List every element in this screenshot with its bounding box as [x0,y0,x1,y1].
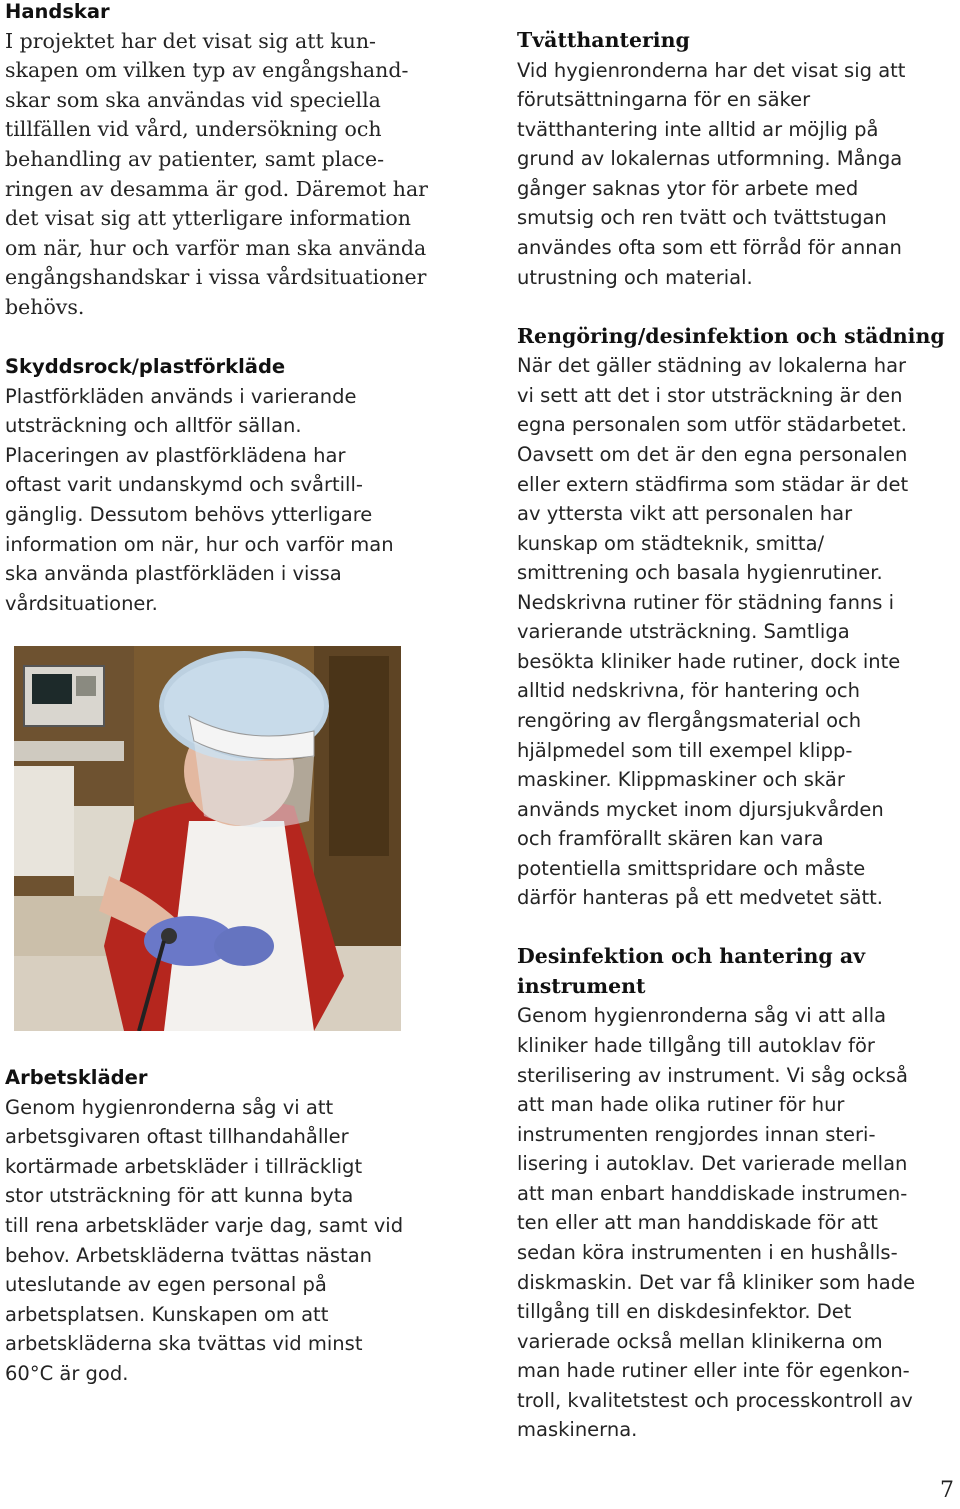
paragraph-line: ten eller att man handdiskade för att [517,1211,878,1234]
paragraph-line: behov. Arbetskläderna tvättas nästan [5,1244,372,1267]
paragraph-line: engångshandskar i vissa vårdsituationer [5,265,427,289]
paragraph-line: sterilisering av instrument. Vi såg också [517,1064,908,1087]
paragraph-line: kortärmade arbetskläder i tillräckligt [5,1155,363,1178]
paragraph-line: 60°C är god. [5,1362,129,1385]
nurse-protective-gear-photo [14,646,401,1031]
paragraph-line: arbetsplatsen. Kunskapen om att [5,1303,329,1326]
paragraph-line: information om när, hur och varför man [5,533,394,556]
paragraph-line: kunskap om städteknik, smitta/ [517,532,825,555]
paragraph-line: egna personalen som utför städarbetet. [517,413,907,436]
paragraph-line: Genom hygienronderna såg vi att alla [517,1004,887,1027]
paragraph-line: att man hade olika rutiner för hur [517,1093,845,1116]
paragraph-line: det visat sig att ytterligare information [5,206,411,230]
paragraph-line: behandling av patienter, samt place- [5,147,385,171]
page-number: 7 [940,1478,954,1503]
paragraph-line: diskmaskin. Det var få kliniker som hade [517,1271,916,1294]
paragraph-line: I projektet har det visat sig att kun- [5,29,376,53]
paragraph-line: används mycket inom djursjukvården [517,798,884,821]
paragraph-line: Oavsett om det är den egna personalen [517,443,908,466]
paragraph-line: vårdsituationer. [5,592,158,615]
paragraph-line: smittrening och basala hygienrutiner. [517,561,883,584]
paragraph-line: gänglig. Dessutom behövs ytterligare [5,503,373,526]
paragraph-line: användes ofta som ett förråd för annan [517,236,902,259]
paragraph-line: potentiella smittspridare och måste [517,857,866,880]
paragraph-line: maskinerna. [517,1418,638,1441]
paragraph-line: att man enbart handdiskade instrumen- [517,1182,908,1205]
paragraph-line: tillfällen vid vård, undersökning och [5,117,382,141]
paragraph-line: hjälpmedel som till exempel klipp- [517,739,853,762]
paragraph-line: gånger saknas ytor för arbete med [517,177,859,200]
paragraph-line: När det gäller städning av lokalerna har [517,354,907,377]
section-heading-skyddsrock: Skyddsrock/plastförkläde [5,355,286,378]
paragraph-line: varierande utsträckning. Samtliga [517,620,850,643]
paragraph-line: Nedskrivna rutiner för städning fanns i [517,591,895,614]
paragraph-line: arbetskläderna ska tvättas vid minst [5,1332,363,1355]
paragraph-line: troll, kvalitetstest och processkontroll av [517,1389,913,1412]
paragraph-line: Genom hygienronderna såg vi att [5,1096,334,1119]
paragraph-line: alltid nedskrivna, för hantering och [517,679,860,702]
section-heading-arbetsklader: Arbetskläder [5,1066,148,1089]
paragraph-line: kliniker hade tillgång till autoklav för [517,1034,875,1057]
paragraph-line: om när, hur och varför man ska använda [5,236,427,260]
paragraph-line: sedan köra instrumenten i en hushålls- [517,1241,898,1264]
paragraph-line: till rena arbetskläder varje dag, samt vid [5,1214,404,1237]
paragraph-line: oftast varit undanskymd och svårtill- [5,473,363,496]
paragraph-line: eller extern städfirma som städar är det [517,473,909,496]
paragraph-line: utsträckning och alltför sällan. [5,414,302,437]
paragraph-line: skar som ska användas vid speciella [5,88,381,112]
section-heading-desinfektion: Desinfektion och hantering av [517,944,866,968]
paragraph-line: tillgång till en diskdesinfektor. Det [517,1300,852,1323]
paragraph-line: Placeringen av plastförklädena har [5,444,346,467]
paragraph-line: maskiner. Klippmaskiner och skär [517,768,845,791]
paragraph-line: arbetsgivaren oftast tillhandahåller [5,1125,349,1148]
paragraph-line: Plastförkläden används i varierande [5,385,357,408]
paragraph-line: skapen om vilken typ av engångshand- [5,58,409,82]
paragraph-line: av yttersta vikt att personalen har [517,502,853,525]
paragraph-line: ska använda plastförkläden i vissa [5,562,342,585]
paragraph-line: rengöring av flergångsmaterial och [517,709,862,732]
paragraph-line: varierade också mellan klinikerna om [517,1330,883,1353]
paragraph-line: instrumenten rengjordes innan steri- [517,1123,876,1146]
paragraph-line: stor utsträckning för att kunna byta [5,1184,354,1207]
section-heading-rengoring: Rengöring/desinfektion och städning [517,324,945,348]
paragraph-line: grund av lokalernas utformning. Många [517,147,903,170]
paragraph-line: lisering i autoklav. Det varierade mellan [517,1152,908,1175]
paragraph-line: besökta kliniker hade rutiner, dock inte [517,650,901,673]
paragraph-line: man hade rutiner eller inte för egenkon- [517,1359,910,1382]
paragraph-line: behövs. [5,295,85,319]
paragraph-line: förutsättningarna för en säker [517,88,811,111]
paragraph-line: och framförallt skären kan vara [517,827,824,850]
section-heading-handskar: Handskar [5,0,110,23]
paragraph-line: tvätthantering inte alltid ar möjlig på [517,118,879,141]
paragraph-line: ringen av desamma är god. Däremot har [5,177,428,201]
paragraph-line: Vid hygienronderna har det visat sig att [517,59,906,82]
paragraph-line: därför hanteras på ett medvetet sätt. [517,886,883,909]
paragraph-line: uteslutande av egen personal på [5,1273,327,1296]
paragraph-line: smutsig och ren tvätt och tvättstugan [517,206,887,229]
paragraph-line: utrustning och material. [517,266,753,289]
section-heading-desinfektion-cont: instrument [517,974,646,998]
paragraph-line: vi sett att det i stor utsträckning är den [517,384,903,407]
section-heading-tvatthantering: Tvätthantering [517,28,690,52]
